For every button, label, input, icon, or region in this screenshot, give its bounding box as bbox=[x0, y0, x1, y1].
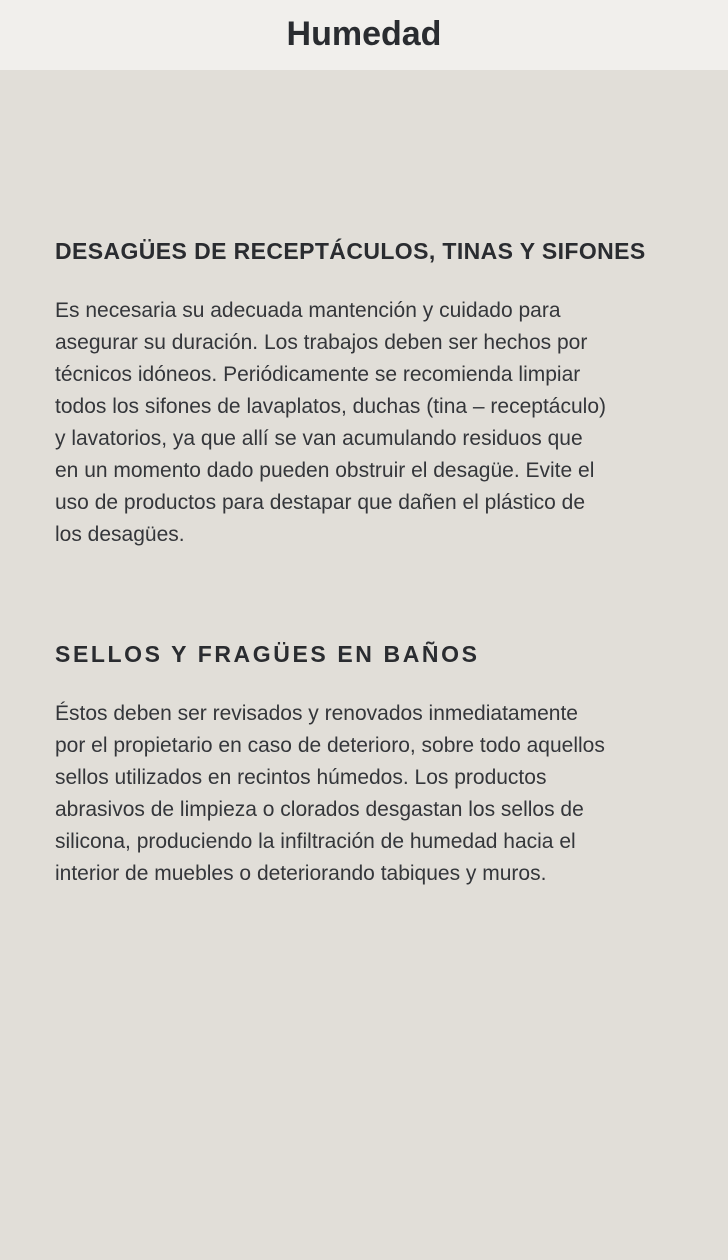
section-body: Éstos deben ser revisados y renovados inmediatamente por el propietario en caso de deterioro, sobre todo aquellos sellos utilizados en recintos húmedos. Los productos abrasivos de limpieza o clorados desgastan los sellos de silicona, produciendo la infiltración de humedad hacia el interior de muebles o deteriorando tabiques y muros. bbox=[55, 702, 605, 885]
section-body: Es necesaria su adecuada mantención y cuidado para asegurar su duración. Los trabajos deben ser hechos por técnicos idóneos. Periódicamente se recomienda limpiar todos los sifones de lavaplatos, duchas (tina – receptáculo) y lavatorios, ya que allí se van acumulando residuos que en un momento dado pueden obstruir el desagüe. Evite el uso de productos para destapar que dañen el plástico de los desagües. bbox=[55, 299, 606, 546]
section-sellos bbox=[55, 639, 673, 890]
page-title: Humedad bbox=[286, 15, 442, 53]
section-desagues bbox=[55, 236, 673, 551]
section-title: SELLOS Y FRAGÜES EN BAÑOS bbox=[55, 641, 480, 667]
section-title: DESAGÜES DE RECEPTÁCULOS, TINAS Y SIFONES bbox=[55, 238, 646, 264]
header-bar bbox=[0, 0, 728, 70]
content-area bbox=[0, 70, 728, 890]
